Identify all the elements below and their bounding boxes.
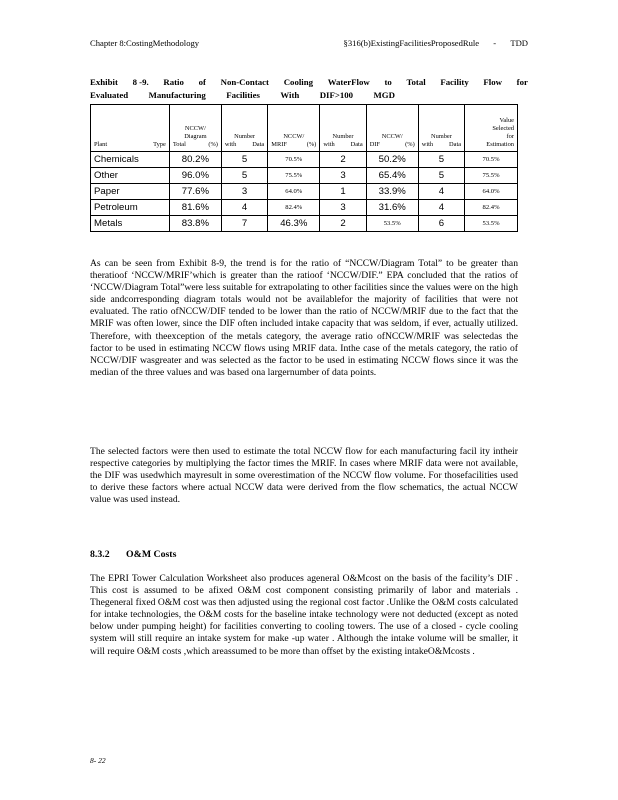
table-cell-n2: 2 xyxy=(320,152,366,168)
table-row xyxy=(91,152,518,168)
caption-word: Evaluated xyxy=(90,90,129,100)
exhibit-table xyxy=(90,104,518,232)
table-cell-mrif: 75.5% xyxy=(268,168,320,184)
column-header-line: Number xyxy=(332,133,354,140)
column-header-line xyxy=(225,141,264,149)
table-cell-plant: Paper xyxy=(91,184,170,200)
column-header-line: Value xyxy=(499,117,514,124)
table-cell-diagram-total: 81.6% xyxy=(169,200,221,216)
column-header-word: DIF xyxy=(369,141,380,148)
column-header-line: for xyxy=(506,133,514,140)
page-number: 8- 22 xyxy=(90,756,106,765)
table-cell-dif: 53.5% xyxy=(366,216,418,232)
table-cell-mrif: 64.0% xyxy=(268,184,320,200)
column-header-word: Total xyxy=(172,141,186,148)
column-header-word: with xyxy=(224,141,237,148)
caption-word: to xyxy=(384,77,392,87)
column-header-word: Plant xyxy=(94,141,108,148)
table-cell-mrif: 46.3% xyxy=(268,216,320,232)
table-cell-mrif: 82.4% xyxy=(268,200,320,216)
caption-word: MGD xyxy=(373,90,395,100)
paragraph-om-costs: The EPRI Tower Calculation Worksheet also produces ageneral O&Mcost on the basis of the facility’s DIF . This cost is assumed to be afixed O&M cost component consisting primarily of labor and materials . Thegeneral fixed O&M cost was then adjusted using the regional cost factor .Unlike the O&M costs calculated for intake technologies, the O&M costs for the baseline intake technology were not deducted (except as noted below under pumping height) for facilities converting to cooling towers. The use of a closed - cycle cooling system will still require an intake system for make -up water . Although the intake volume will be smaller, it will require O&M costs ,which areassumed to be more than offset by the existing intakeO&Mcosts . xyxy=(90,573,518,657)
table-cell-n3: 5 xyxy=(418,152,464,168)
table-cell-diagram-total: 80.2% xyxy=(169,152,221,168)
header-right xyxy=(332,38,528,48)
column-header-line xyxy=(370,141,415,149)
column-header-word: Type xyxy=(153,141,166,148)
table-cell-dif: 31.6% xyxy=(366,200,418,216)
paragraph-ratio-trend: As can be seen from Exhibit 8-9, the trend is for the ratio of “NCCW/Diagram Total” to be greater than theratioof ‘NCCW/MRIF’which is greater than the ratioof ‘NCCW/DIF.” EPA concluded that the ratios of ‘NCCW/Diagram Total”were less suitable for extrapolating to other facilities since the values were on the high side andcorresponding diagram totals would not be availablefor the majority of facilities that were not evaluated. The ratio ofNCCW/DIF tended to be lower than the ratio of NCCW/MRIF due to the fact that the MRIF was often lower, since the DIF often included intake capacity that was seldom, if ever, actually utilized. Therefore, with theexception of the metals category, the average ratio ofNCCW/MRIF was selectedas the factor to be used in estimating NCCW flows using MRIF data. Inthe case of the metals category, the ratio of NCCW/DIF wasgreater and was selected as the factor to be used in estimating NCCW flows since it was the median of the three values and was based ona largernumber of data points. xyxy=(90,258,518,378)
chapter-title: Chapter 8:CostingMethodology xyxy=(90,38,200,48)
document-id: TDD xyxy=(510,38,528,48)
column-header xyxy=(320,105,366,152)
section-number: 8.3.2 xyxy=(90,549,110,560)
table-cell-mrif: 70.5% xyxy=(268,152,320,168)
column-header-line: NCCW/ xyxy=(283,133,305,140)
caption-word: WaterFlow xyxy=(327,77,370,87)
column-header-word: Estimation xyxy=(486,141,514,148)
column-header-word: (%) xyxy=(405,141,415,148)
table-cell-n2: 3 xyxy=(320,168,366,184)
caption-word: Facility xyxy=(440,77,469,87)
column-header-line xyxy=(468,141,514,149)
table-cell-plant: Chemicals xyxy=(91,152,170,168)
column-header-word: Data xyxy=(350,141,363,148)
table-row xyxy=(91,168,518,184)
exhibit-caption xyxy=(90,76,528,102)
table-cell-dif: 50.2% xyxy=(366,152,418,168)
table-row xyxy=(91,216,518,232)
table-cell-plant: Petroleum xyxy=(91,200,170,216)
caption-word: 8 -9. xyxy=(132,77,149,87)
caption-word: for xyxy=(516,77,528,87)
caption-word: Cooling xyxy=(283,77,314,87)
column-header-word: Data xyxy=(252,141,265,148)
column-header xyxy=(169,105,221,152)
table-cell-selected: 70.5% xyxy=(465,152,518,168)
table-cell-n1: 5 xyxy=(221,168,267,184)
column-header-line: Number xyxy=(430,133,452,140)
rule-title: §316(b)ExistingFacilitiesProposedRule xyxy=(343,38,480,48)
table-cell-plant: Metals xyxy=(91,216,170,232)
exhibit-caption-line1 xyxy=(90,76,528,89)
table-cell-n3: 6 xyxy=(418,216,464,232)
column-header-word: Data xyxy=(449,141,462,148)
exhibit-caption-line2 xyxy=(90,89,395,102)
caption-word: Ratio xyxy=(163,77,184,87)
column-header-line: Number xyxy=(234,133,256,140)
table-cell-n1: 7 xyxy=(221,216,267,232)
column-header-line xyxy=(271,141,316,149)
table-cell-n2: 3 xyxy=(320,200,366,216)
column-header-word: (%) xyxy=(306,141,317,148)
caption-word: of xyxy=(198,77,206,87)
table-cell-n3: 5 xyxy=(418,168,464,184)
section-title: O&M Costs xyxy=(126,549,177,560)
column-header-line xyxy=(323,141,362,149)
column-header xyxy=(91,105,170,152)
table-cell-n3: 4 xyxy=(418,200,464,216)
column-header-word: (%) xyxy=(208,141,218,148)
table-cell-diagram-total: 77.6% xyxy=(169,184,221,200)
table-cell-n2: 1 xyxy=(320,184,366,200)
table-cell-selected: 75.5% xyxy=(465,168,518,184)
caption-word: Facilities xyxy=(226,90,260,100)
paragraph-selected-factors: The selected factors were then used to estimate the total NCCW flow for each manufacturing facil ity intheir respective categories by multiplying the factor times the MRIF. In cases where MRIF data were not available, the DIF was usedwhich mayresult in some overestimation of the NCCW flow volume. For thosefacilities used to derive these factors where actual NCCW data were derived from the flow schematics, the actual NCCW value was used instead. xyxy=(90,446,518,506)
column-header-word: MRIF xyxy=(271,141,287,148)
table-cell-dif: 33.9% xyxy=(366,184,418,200)
column-header xyxy=(268,105,320,152)
table-body xyxy=(91,152,518,232)
caption-word: Flow xyxy=(483,77,502,87)
table-cell-n1: 4 xyxy=(221,200,267,216)
table-cell-selected: 82.4% xyxy=(465,200,518,216)
column-header xyxy=(366,105,418,152)
section-heading xyxy=(90,549,190,560)
caption-word: DIF>100 xyxy=(319,90,354,100)
table-cell-n1: 5 xyxy=(221,152,267,168)
table-row xyxy=(91,184,518,200)
column-header-line: NCCW/ xyxy=(381,133,403,140)
table-row xyxy=(91,200,518,216)
column-header-line: Diagram xyxy=(184,133,207,140)
caption-word: Total xyxy=(406,77,426,87)
table-cell-selected: 64.0% xyxy=(465,184,518,200)
column-header-line xyxy=(173,141,218,149)
column-header-line: NCCW/ xyxy=(184,125,206,132)
table-cell-diagram-total: 83.8% xyxy=(169,216,221,232)
caption-word: With xyxy=(280,90,300,100)
table-header-row xyxy=(91,105,518,152)
column-header xyxy=(465,105,518,152)
column-header-line: Selected xyxy=(492,125,514,132)
column-header-word: with xyxy=(323,141,335,148)
header-separator: - xyxy=(493,38,497,48)
caption-word: Exhibit xyxy=(90,77,118,87)
table-cell-diagram-total: 96.0% xyxy=(169,168,221,184)
column-header-word: with xyxy=(421,141,434,148)
table-cell-n1: 3 xyxy=(221,184,267,200)
column-header xyxy=(418,105,464,152)
table-cell-n3: 4 xyxy=(418,184,464,200)
page-header xyxy=(90,38,528,52)
table-cell-selected: 53.5% xyxy=(465,216,518,232)
table-cell-dif: 65.4% xyxy=(366,168,418,184)
table-cell-plant: Other xyxy=(91,168,170,184)
caption-word: Manufacturing xyxy=(148,90,206,100)
table-cell-n2: 2 xyxy=(320,216,366,232)
column-header-line xyxy=(94,141,166,149)
column-header-line xyxy=(422,141,461,149)
caption-word: Non-Contact xyxy=(220,77,269,87)
column-header xyxy=(221,105,267,152)
